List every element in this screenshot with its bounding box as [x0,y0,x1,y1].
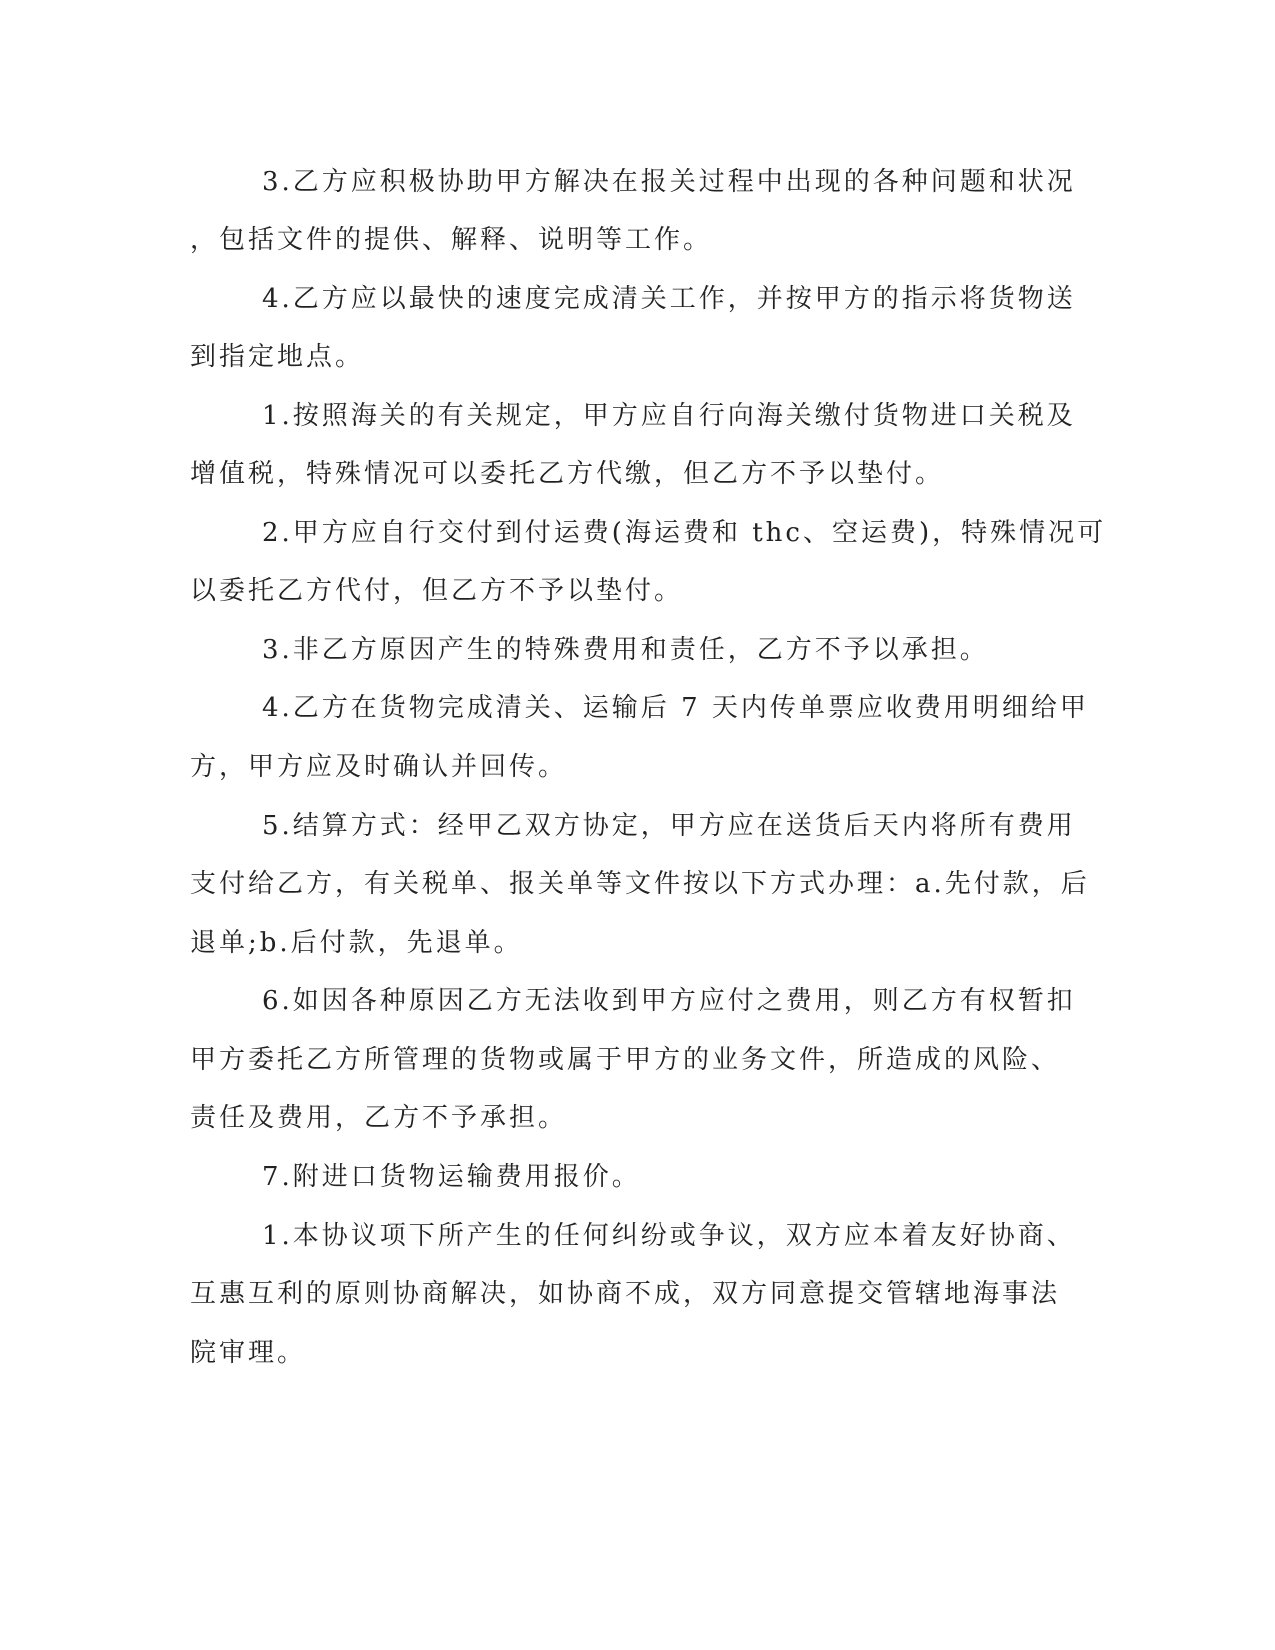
paragraph-line: 7.附进口货物运输费用报价。 [262,1162,641,1192]
paragraph-line: 3.非乙方原因产生的特殊费用和责任，乙方不予以承担。 [262,635,989,665]
paragraph-line: 4.乙方应以最快的速度完成清关工作，并按甲方的指示将货物送 [262,284,1076,314]
paragraph-line: 1.按照海关的有关规定，甲方应自行向海关缴付货物进口关税及 [262,401,1076,431]
paragraph-line: 4.乙方在货物完成清关、运输后 7 天内传单票应收费用明细给甲 [262,693,1089,723]
paragraph-line: 6.如因各种原因乙方无法收到甲方应付之费用，则乙方有权暂扣 [262,986,1076,1016]
paragraph-line: 院审理。 [190,1338,307,1368]
paragraph-line: 支付给乙方，有关税单、报关单等文件按以下方式办理：a.先付款，后 [190,869,1090,899]
paragraph-line: 退单;b.后付款，先退单。 [190,928,523,958]
paragraph-line: 3.乙方应积极协助甲方解决在报关过程中出现的各种问题和状况 [262,167,1076,197]
paragraph-line: 以委托乙方代付，但乙方不予以垫付。 [190,576,684,606]
paragraph-line: 1.本协议项下所产生的任何纠纷或争议，双方应本着友好协商、 [262,1221,1076,1251]
paragraph-line: 5.结算方式：经甲乙双方协定，甲方应在送货后天内将所有费用 [262,811,1076,841]
paragraph-line: 方，甲方应及时确认并回传。 [190,752,568,782]
paragraph-line: 互惠互利的原则协商解决，如协商不成，双方同意提交管辖地海事法 [190,1279,1061,1309]
paragraph-line: 增值税，特殊情况可以委托乙方代缴，但乙方不予以垫付。 [190,459,945,489]
paragraph-line: 甲方委托乙方所管理的货物或属于甲方的业务文件，所造成的风险、 [190,1045,1061,1075]
paragraph-line: ，包括文件的提供、解释、说明等工作。 [190,225,713,255]
paragraph-line: 2.甲方应自行交付到付运费(海运费和 thc、空运费)，特殊情况可 [262,518,1107,548]
paragraph-line: 责任及费用，乙方不予承担。 [190,1103,568,1133]
paragraph-line: 到指定地点。 [190,342,365,372]
